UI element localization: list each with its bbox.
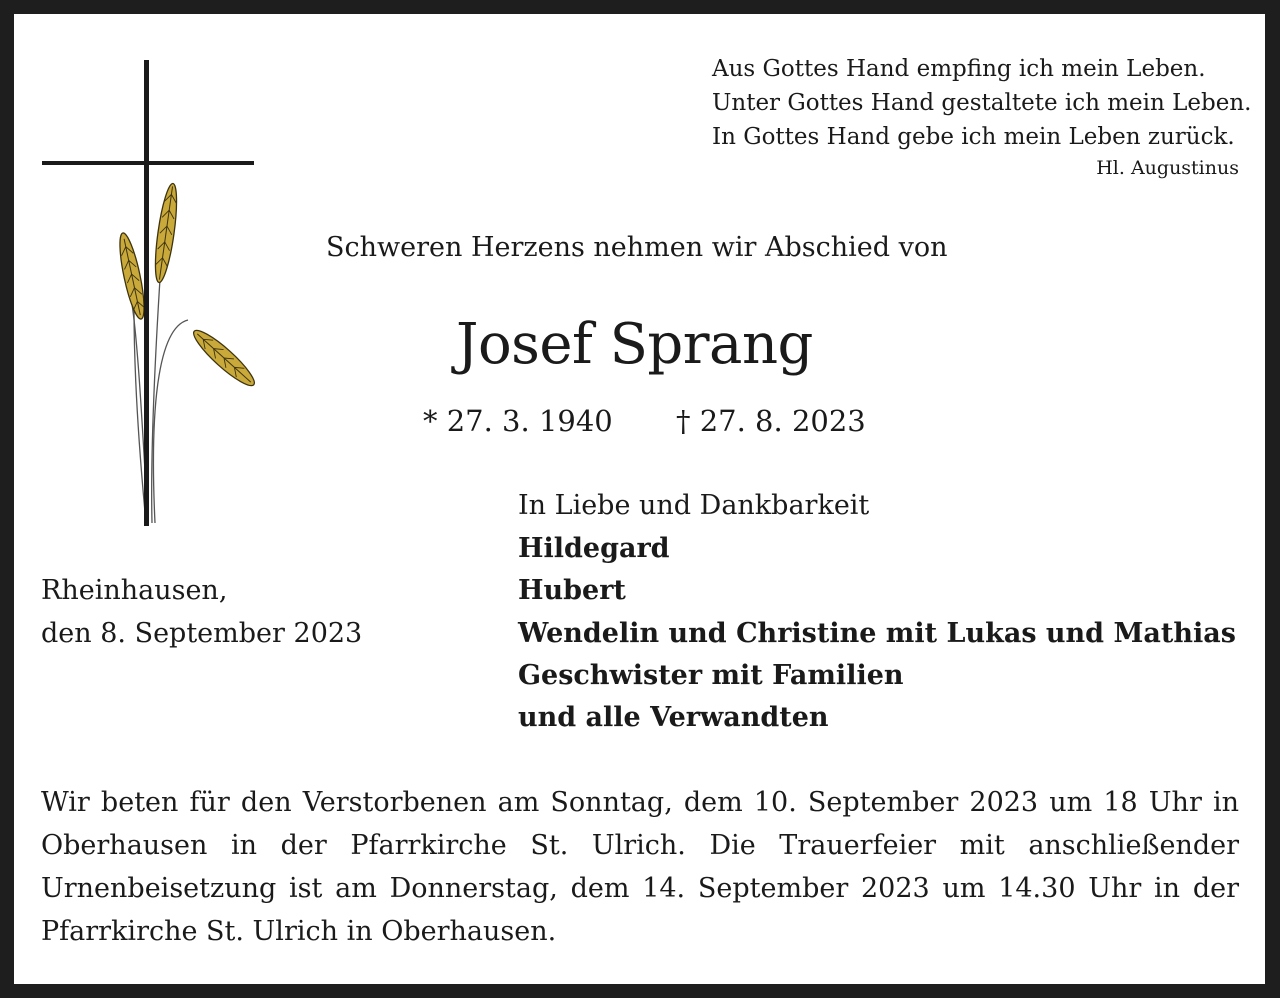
- service-info: Wir beten für den Verstorbenen am Sonntag, dem 10. September 2023 um 18 Uhr in Oberhausen in der Pfarrkirche St. Ulrich. Die Trauerfeier mit anschließender Urnenbeisetzung ist am Donnerstag, dem 14. September 2023 um 14.30 Uhr in der Pfarrkirche St. Ulrich in Oberhausen.: [41, 787, 1239, 947]
- announcement-date: den 8. September 2023: [41, 618, 363, 649]
- mourner-name: Wendelin und Christine mit Lukas und Mathias: [518, 618, 1236, 649]
- death-date: † 27. 8. 2023: [676, 404, 866, 438]
- mourner-name: Hubert: [518, 575, 626, 606]
- mourners-intro: In Liebe und Dankbarkeit: [518, 490, 870, 521]
- quote-line: In Gottes Hand gebe ich mein Leben zurück.: [712, 124, 1235, 150]
- farewell-text: Schweren Herzens nehmen wir Abschied von: [326, 232, 948, 263]
- place-text: Rheinhausen,: [41, 575, 228, 606]
- mourner-name: und alle Verwandten: [518, 702, 829, 733]
- mourner-name: Geschwister mit Familien: [518, 660, 904, 691]
- mourner-name: Hildegard: [518, 533, 670, 564]
- cross-with-wheat-icon: [38, 58, 268, 528]
- obituary-card: [14, 14, 1265, 984]
- quote-line: Aus Gottes Hand empfing ich mein Leben.: [712, 56, 1206, 82]
- quote-author: Hl. Augustinus: [1096, 157, 1239, 179]
- quote-line: Unter Gottes Hand gestaltete ich mein Leben.: [712, 90, 1252, 116]
- birth-date: * 27. 3. 1940: [423, 404, 613, 438]
- deceased-name: Josef Sprang: [456, 312, 813, 377]
